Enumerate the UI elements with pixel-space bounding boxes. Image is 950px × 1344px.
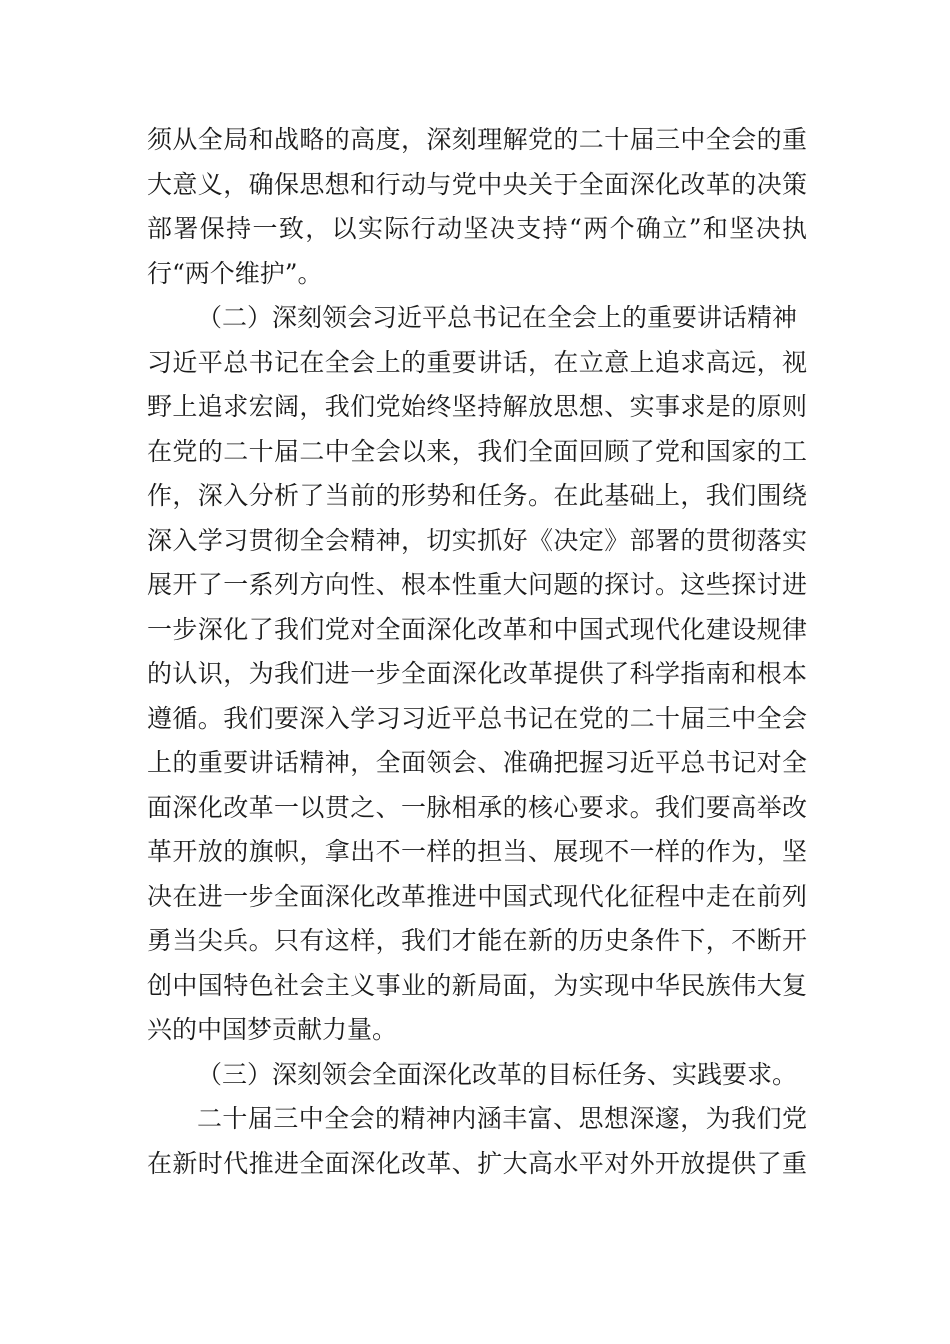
text-line: 部署保持一致，以实际行动坚决支持“两个确立”和坚决执 [147,214,807,243]
text-line: 行“两个维护”。 [147,258,323,288]
text-line: 上的重要讲话精神，全面领会、准确把握习近平总书记对全 [147,748,807,777]
section-heading-3: （三）深刻领会全面深化改革的目标任务、实践要求。 [197,1059,798,1089]
text-line: 须从全局和战略的高度，深刻理解党的二十届三中全会的重 [147,125,807,154]
text-line: 革开放的旗帜，拿出不一样的担当、展现不一样的作为，坚 [147,837,807,866]
text-line: 遵循。我们要深入学习习近平总书记在党的二十届三中全会 [147,703,807,733]
text-line: 面深化改革一以贯之、一脉相承的核心要求。我们要高举改 [147,792,807,822]
text-line: 兴的中国梦贡献力量。 [147,1015,398,1044]
text-line: 野上追求宏阔，我们党始终坚持解放思想、实事求是的原则 [147,392,807,421]
text-line: 二十届三中全会的精神内涵丰富、思想深邃，为我们党 [197,1104,807,1133]
text-line: 勇当尖兵。只有这样，我们才能在新的历史条件下，不断开 [147,926,807,955]
text-line: 的认识，为我们进一步全面深化改革提供了科学指南和根本 [147,659,807,688]
text-line: 习近平总书记在全会上的重要讲话，在立意上追求高远，视 [147,347,807,377]
text-line: 深入学习贯彻全会精神，切实抓好《决定》部署的贯彻落实 [147,525,807,555]
text-line: 作，深入分析了当前的形势和任务。在此基础上，我们围绕 [147,481,807,510]
text-line: 在新时代推进全面深化改革、扩大高水平对外开放提供了重 [147,1148,807,1178]
text-line: 大意义，确保思想和行动与党中央关于全面深化改革的决策 [147,169,807,199]
text-line: 在党的二十届二中全会以来，我们全面回顾了党和国家的工 [147,436,807,466]
text-line: 展开了一系列方向性、根本性重大问题的探讨。这些探讨进 [147,570,807,599]
text-line: 决在进一步全面深化改革推进中国式现代化征程中走在前列 [147,881,807,911]
text-line: 一步深化了我们党对全面深化改革和中国式现代化建设规律 [147,614,807,644]
text-line: 创中国特色社会主义事业的新局面，为实现中华民族伟大复 [147,970,807,1000]
body-text [147,118,807,1186]
section-heading-2: （二）深刻领会习近平总书记在全会上的重要讲话精神 [197,303,798,332]
